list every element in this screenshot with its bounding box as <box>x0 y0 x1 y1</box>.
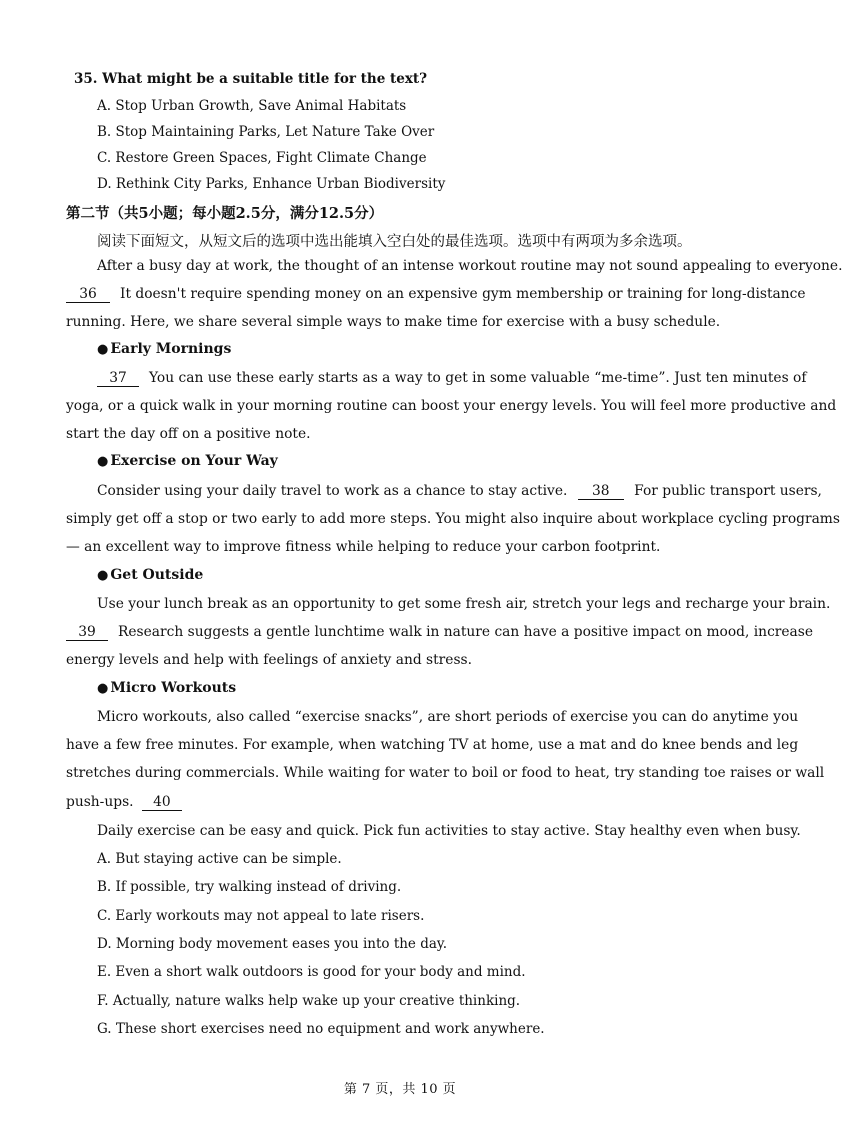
closing-line: Daily exercise can be easy and quick. Pick fun activities to stay active. Stay healthy even when busy. <box>97 823 801 839</box>
bullet-icon: ● <box>97 454 109 469</box>
para1-line-1 <box>97 370 806 387</box>
choice-d: D. Morning body movement eases you into the day. <box>97 936 448 952</box>
bullet-icon: ● <box>97 342 109 357</box>
intro-line-2 <box>66 286 806 303</box>
para2-line-3: — an excellent way to improve fitness while helping to reduce your carbon footprint. <box>66 539 661 555</box>
choice-a: A. But staying active can be simple. <box>97 851 342 867</box>
para4-line-2: have a few free minutes. For example, when watching TV at home, use a mat and do knee bends and leg <box>66 737 799 753</box>
q35-option-a: A. Stop Urban Growth, Save Animal Habitats <box>97 98 407 114</box>
q35-option-c: C. Restore Green Spaces, Fight Climate Change <box>97 150 427 166</box>
intro-line-3: running. Here, we share several simple ways to make time for exercise with a busy schedule. <box>66 314 721 330</box>
para4-line-4-text: push-ups. <box>66 794 134 810</box>
subheading-text: Get Outside <box>110 567 204 583</box>
choice-c: C. Early workouts may not appeal to late risers. <box>97 908 425 924</box>
q35-option-d: D. Rethink City Parks, Enhance Urban Biodiversity <box>97 176 446 192</box>
bullet-icon: ● <box>97 568 109 583</box>
page-footer: 第 7 页，共 10 页 <box>343 1082 457 1097</box>
para1-line-1-text: You can use these early starts as a way to get in some valuable “me-time”. Just ten minutes of <box>149 370 807 386</box>
subheading-text: Early Mornings <box>110 341 232 357</box>
para4-line-3: stretches during commercials. While waiting for water to boil or food to heat, try standing toe raises or wall <box>66 765 825 781</box>
choice-b: B. If possible, try walking instead of driving. <box>97 879 402 895</box>
para3-line-2 <box>66 624 813 641</box>
para1-line-2: yoga, or a quick walk in your morning routine can boost your energy levels. You will feel more productive and <box>66 398 837 414</box>
subheading-micro-workouts <box>97 680 236 696</box>
choice-g: G. These short exercises need no equipment and work anywhere. <box>97 1021 545 1037</box>
para2-line-1b: For public transport users, <box>634 483 822 499</box>
blank-38[interactable]: 38 <box>578 484 624 500</box>
bullet-icon: ● <box>97 681 109 696</box>
para3-line-1: Use your lunch break as an opportunity to get some fresh air, stretch your legs and recharge your brain. <box>97 596 831 612</box>
para1-line-3: start the day off on a positive note. <box>66 426 311 442</box>
choice-e: E. Even a short walk outdoors is good for your body and mind. <box>97 964 526 980</box>
para3-line-2-text: Research suggests a gentle lunchtime walk in nature can have a positive impact on mood, increase <box>118 624 814 640</box>
subheading-text: Exercise on Your Way <box>110 453 278 469</box>
intro-line-1: After a busy day at work, the thought of an intense workout routine may not sound appealing to everyone. <box>97 258 842 274</box>
subheading-exercise-on-your-way <box>97 453 278 469</box>
blank-40[interactable]: 40 <box>142 795 182 811</box>
choice-f: F. Actually, nature walks help wake up your creative thinking. <box>97 993 521 1009</box>
blank-36[interactable]: 36 <box>66 287 110 303</box>
section-heading: 第二节（共5小题；每小题2.5分，满分12.5分） <box>66 205 384 222</box>
q35-option-b: B. Stop Maintaining Parks, Let Nature Take Over <box>97 124 435 140</box>
para4-line-4 <box>66 794 182 811</box>
question-35-stem: 35. What might be a suitable title for the text? <box>74 71 428 87</box>
intro-line-2-text: It doesn't require spending money on an expensive gym membership or training for long-distance <box>120 286 806 302</box>
blank-39[interactable]: 39 <box>66 625 108 641</box>
section-instruction: 阅读下面短文，从短文后的选项中选出能填入空白处的最佳选项。选项中有两项为多余选项。 <box>97 234 692 250</box>
blank-37[interactable]: 37 <box>97 371 139 387</box>
para2-line-1a: Consider using your daily travel to work as a chance to stay active. <box>97 483 568 499</box>
subheading-early-mornings <box>97 341 231 357</box>
para3-line-3: energy levels and help with feelings of anxiety and stress. <box>66 652 472 668</box>
subheading-get-outside <box>97 567 203 583</box>
para2-line-2: simply get off a stop or two early to add more steps. You might also inquire about workplace cycling programs <box>66 511 840 527</box>
para4-line-1: Micro workouts, also called “exercise snacks”, are short periods of exercise you can do anytime you <box>97 709 799 725</box>
para2-line-1 <box>97 483 822 500</box>
subheading-text: Micro Workouts <box>110 680 237 696</box>
